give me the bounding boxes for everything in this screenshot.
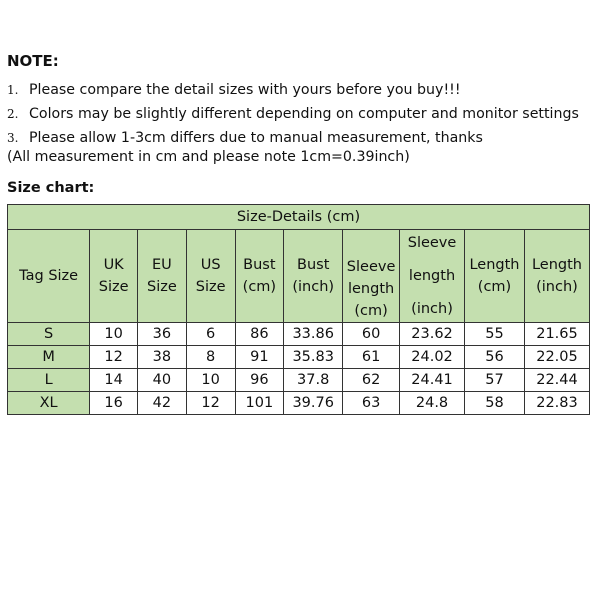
- header-line: (cm): [477, 279, 512, 295]
- header-line: Sleeve: [346, 259, 396, 275]
- header-line: UK: [103, 257, 124, 273]
- table-cell: 62: [343, 369, 400, 392]
- header-length-inch: [524, 230, 589, 323]
- table-cell: 21.65: [524, 323, 589, 346]
- table-cell: 33.86: [284, 323, 343, 346]
- header-line: Size: [98, 279, 129, 295]
- table-cell: 10: [90, 323, 138, 346]
- header-bust-inch: [284, 230, 343, 323]
- tag-size-cell: S: [8, 323, 90, 346]
- table-cell: 24.41: [400, 369, 465, 392]
- table-cell: 96: [235, 369, 284, 392]
- header-line: (inch): [292, 279, 335, 295]
- header-line: Sleeve: [407, 235, 457, 251]
- table-row: [8, 346, 590, 369]
- header-bust-cm: [235, 230, 284, 323]
- header-tag-size: Tag Size: [8, 230, 90, 323]
- table-cell: 22.05: [524, 346, 589, 369]
- note-text: Please allow 1-3cm differs due to manual measurement, thanks: [29, 130, 483, 146]
- header-line: Size: [146, 279, 177, 295]
- table-cell: 16: [90, 392, 138, 415]
- table-cell: 39.76: [284, 392, 343, 415]
- table-cell: 86: [235, 323, 284, 346]
- header-line: (inch): [536, 279, 578, 295]
- note-title: NOTE:: [7, 52, 59, 70]
- table-cell: 23.62: [400, 323, 465, 346]
- note-number: 2.: [7, 107, 19, 121]
- table-cell: 22.44: [524, 369, 589, 392]
- header-line: EU: [151, 257, 172, 273]
- table-cell: 38: [138, 346, 187, 369]
- table-row: [8, 369, 590, 392]
- table-cell: 91: [235, 346, 284, 369]
- header-uk-size: [90, 230, 138, 323]
- table-cell: 57: [465, 369, 525, 392]
- size-chart-table: [7, 204, 590, 415]
- table-cell: 12: [90, 346, 138, 369]
- header-line: length: [347, 281, 395, 297]
- table-cell: 22.83: [524, 392, 589, 415]
- tag-size-cell: XL: [8, 392, 90, 415]
- table-cell: 14: [90, 369, 138, 392]
- header-line: Size: [195, 279, 226, 295]
- table-caption: Size-Details (cm): [8, 205, 590, 230]
- note-number: 1.: [7, 83, 19, 97]
- table-cell: 8: [186, 346, 235, 369]
- header-line: Bust: [297, 257, 330, 273]
- table-cell: 56: [465, 346, 525, 369]
- header-line: (inch): [411, 301, 453, 317]
- table-cell: 12: [186, 392, 235, 415]
- table-cell: 24.02: [400, 346, 465, 369]
- table-cell: 37.8: [284, 369, 343, 392]
- header-line: (cm): [354, 303, 388, 319]
- header-eu-size: [138, 230, 187, 323]
- table-header-row: [8, 230, 590, 323]
- table-cell: 24.8: [400, 392, 465, 415]
- header-line: Length: [469, 257, 520, 273]
- header-sleeve-inch: [400, 230, 465, 323]
- table-cell: 61: [343, 346, 400, 369]
- header-line: (cm): [242, 279, 277, 295]
- measurement-note: (All measurement in cm and please note 1cm=0.39inch): [7, 149, 410, 165]
- size-chart-label: Size chart:: [7, 180, 95, 196]
- table-row: [8, 392, 590, 415]
- table-cell: 42: [138, 392, 187, 415]
- header-us-size: [186, 230, 235, 323]
- note-text: Colors may be slightly different depending on computer and monitor settings: [29, 106, 579, 122]
- header-line: Length: [531, 257, 582, 273]
- table-cell: 58: [465, 392, 525, 415]
- note-number: 3.: [7, 131, 19, 145]
- table-cell: 101: [235, 392, 284, 415]
- table-cell: 6: [186, 323, 235, 346]
- table-cell: 36: [138, 323, 187, 346]
- table-cell: 10: [186, 369, 235, 392]
- note-text: Please compare the detail sizes with yours before you buy!!!: [29, 82, 461, 98]
- table-cell: 40: [138, 369, 187, 392]
- note-item: [7, 78, 597, 102]
- notes-list: [7, 78, 597, 150]
- header-length-cm: [465, 230, 525, 323]
- header-line: US: [200, 257, 221, 273]
- note-item: [7, 102, 597, 126]
- header-line: length: [408, 268, 456, 284]
- table-row: [8, 323, 590, 346]
- table-cell: 55: [465, 323, 525, 346]
- table-cell: 60: [343, 323, 400, 346]
- tag-size-cell: M: [8, 346, 90, 369]
- tag-size-cell: L: [8, 369, 90, 392]
- header-line: Bust: [243, 257, 276, 273]
- table-cell: 35.83: [284, 346, 343, 369]
- header-sleeve-cm: [343, 230, 400, 323]
- table-cell: 63: [343, 392, 400, 415]
